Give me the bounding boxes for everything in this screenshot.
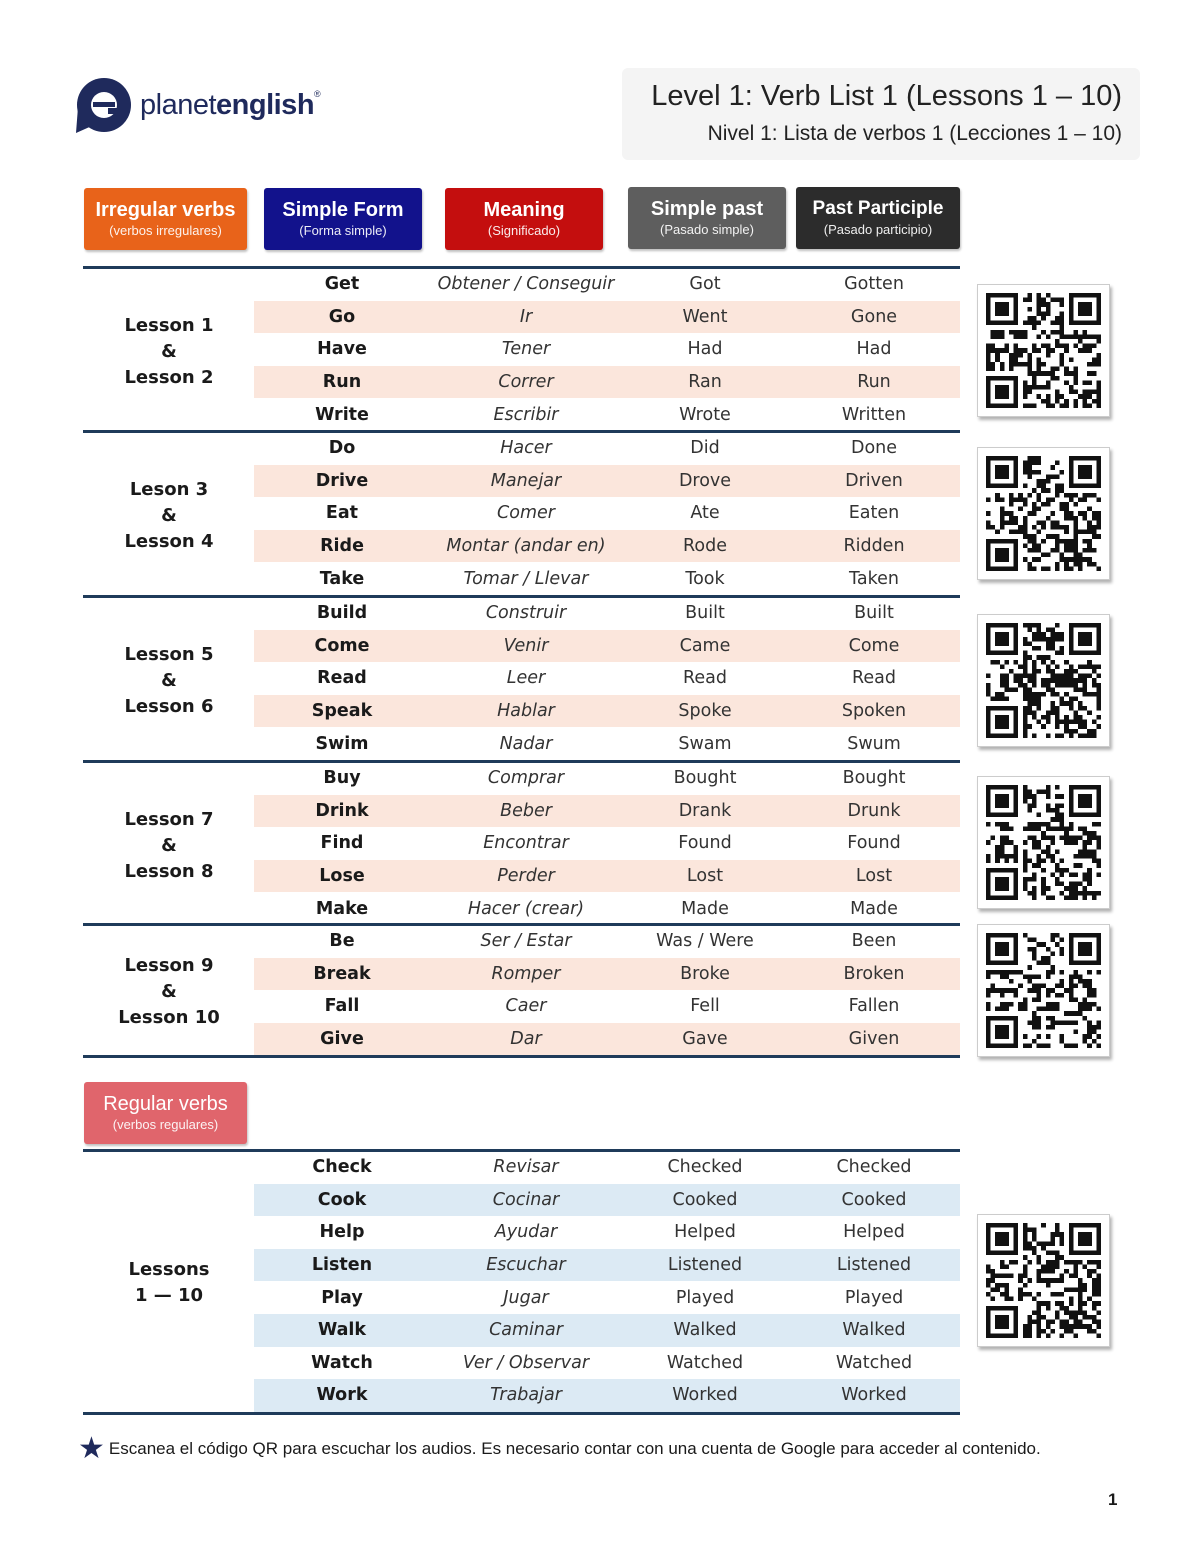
simple-form-cell: Get xyxy=(324,274,360,295)
qr-code xyxy=(977,614,1110,747)
table-row xyxy=(254,465,960,498)
simple-form-cell: Speak xyxy=(311,701,373,722)
lesson-label-line: Lesson 2 xyxy=(124,366,214,388)
simple-form-cell: Take xyxy=(319,568,365,589)
simple-past-cell: Walked xyxy=(673,1320,737,1341)
meaning-cell: Revisar xyxy=(493,1157,559,1178)
meaning-cell: Montar (andar en) xyxy=(446,536,606,557)
past-participle-cell: Bought xyxy=(842,768,906,789)
meaning-cell: Beber xyxy=(500,800,552,821)
lesson-label-line: Lesson 10 xyxy=(118,1007,220,1029)
past-participle-header: Past Participle (Pasado participio) xyxy=(796,187,960,249)
simple-form-cell: Read xyxy=(317,668,367,689)
qr-code xyxy=(977,447,1110,580)
table-row xyxy=(254,1314,960,1347)
table-row xyxy=(254,1216,960,1249)
regular-verbs-header: Regular verbs (verbos regulares) xyxy=(84,1082,247,1144)
simple-past-cell: Was / Were xyxy=(656,931,754,952)
past-participle-cell: Listened xyxy=(836,1255,912,1276)
meaning-cell: Tener xyxy=(501,339,551,360)
meaning-cell: Manejar xyxy=(490,470,562,491)
past-participle-cell: Broken xyxy=(843,963,905,984)
simple-form-cell: Work xyxy=(316,1385,368,1406)
qr-code-icon xyxy=(986,785,1101,900)
table-row xyxy=(254,597,960,630)
simple-past-cell: Listened xyxy=(667,1255,743,1276)
past-participle-cell: Worked xyxy=(841,1385,907,1406)
meaning-cell: Encontrar xyxy=(483,833,569,854)
lesson-label xyxy=(90,953,248,1031)
lesson-label-line: Lesson 9 xyxy=(124,955,214,977)
title-box xyxy=(622,68,1140,160)
logo-wordmark: planetenglish® xyxy=(140,88,321,121)
simple-form-cell: Do xyxy=(328,438,356,459)
simple-form-cell: Lose xyxy=(319,866,365,887)
simple-form-cell: Help xyxy=(319,1222,365,1243)
past-participle-cell: Been xyxy=(851,931,897,952)
table-row xyxy=(254,1023,960,1056)
table-row xyxy=(254,695,960,728)
simple-past-cell: Lost xyxy=(686,866,724,887)
simple-past-cell: Broke xyxy=(680,963,730,984)
simple-past-cell: Ran xyxy=(688,372,722,393)
past-participle-cell: Played xyxy=(844,1287,904,1308)
lesson-label xyxy=(90,807,248,885)
simple-past-cell: Found xyxy=(678,833,732,854)
lesson-label-line: 1 — 10 xyxy=(134,1285,204,1307)
table-row xyxy=(254,727,960,760)
meaning-cell: Hacer (crear) xyxy=(467,898,585,919)
simple-form-cell: Listen xyxy=(311,1255,373,1276)
meaning-cell: Comprar xyxy=(487,768,565,789)
meaning-cell: Ayudar xyxy=(494,1222,558,1243)
table-row xyxy=(254,432,960,465)
meaning-cell: Caer xyxy=(505,996,547,1017)
qr-code xyxy=(977,1214,1110,1347)
lesson-label-line: & xyxy=(161,834,177,856)
simple-past-cell: Built xyxy=(685,603,725,624)
simple-form-cell: Swim xyxy=(315,733,369,754)
past-participle-cell: Written xyxy=(841,404,907,425)
lesson-label-line: Leson 3 xyxy=(129,478,209,500)
simple-past-cell: Ate xyxy=(690,503,720,524)
meaning-cell: Hablar xyxy=(497,701,555,722)
qr-code-icon xyxy=(986,456,1101,571)
meaning-cell: Ir xyxy=(519,306,533,327)
past-participle-cell: Built xyxy=(854,603,894,624)
lesson-label-line: Lesson 7 xyxy=(124,808,214,830)
past-participle-cell: Lost xyxy=(855,866,893,887)
lesson-label-line: & xyxy=(161,669,177,691)
simple-past-cell: Drank xyxy=(678,800,732,821)
simple-past-cell: Watched xyxy=(666,1352,744,1373)
simple-form-cell: Buy xyxy=(323,768,361,789)
page-subtitle: Nivel 1: Lista de verbos 1 (Lecciones 1 – 10) xyxy=(707,122,1122,145)
table-row xyxy=(254,268,960,301)
past-participle-cell: Eaten xyxy=(848,503,900,524)
simple-form-cell: Come xyxy=(314,635,370,656)
meaning-cell: Escribir xyxy=(493,404,559,425)
table-row xyxy=(254,958,960,991)
meaning-cell: Perder xyxy=(497,866,555,887)
past-participle-cell: Come xyxy=(848,635,900,656)
simple-form-cell: Eat xyxy=(325,503,359,524)
simple-form-cell: Give xyxy=(320,1029,364,1050)
simple-past-cell: Went xyxy=(682,306,728,327)
past-participle-cell: Done xyxy=(850,438,898,459)
table-row xyxy=(254,530,960,563)
simple-past-cell: Did xyxy=(690,438,720,459)
table-row xyxy=(254,990,960,1023)
lesson-label xyxy=(90,477,248,555)
table-row xyxy=(254,630,960,663)
meaning-cell: Obtener / Conseguir xyxy=(437,274,615,295)
meaning-cell: Trabajar xyxy=(490,1385,562,1406)
past-participle-cell: Watched xyxy=(835,1352,913,1373)
simple-form-cell: Be xyxy=(329,931,355,952)
simple-form-cell: Watch xyxy=(311,1352,373,1373)
table-row xyxy=(254,925,960,958)
page-number: 1 xyxy=(1108,1490,1118,1509)
meaning-cell: Ver / Observar xyxy=(462,1352,590,1373)
planetenglish-logo xyxy=(72,74,320,136)
past-participle-cell: Gotten xyxy=(844,274,904,295)
meaning-cell: Comer xyxy=(497,503,555,524)
simple-past-cell: Worked xyxy=(672,1385,738,1406)
page-title: Level 1: Verb List 1 (Lessons 1 – 10) xyxy=(651,80,1122,112)
past-participle-cell: Swum xyxy=(847,733,901,754)
meaning-cell: Caminar xyxy=(489,1320,563,1341)
past-participle-cell: Read xyxy=(852,668,896,689)
simple-form-cell: Have xyxy=(317,339,367,360)
table-row xyxy=(254,762,960,795)
simple-form-cell: Find xyxy=(320,833,364,854)
qr-code xyxy=(977,776,1110,909)
meaning-cell: Nadar xyxy=(499,733,553,754)
simple-form-header: Simple Form (Forma simple) xyxy=(264,188,422,250)
simple-form-cell: Go xyxy=(328,306,356,327)
qr-code-icon xyxy=(986,293,1101,408)
simple-past-cell: Drove xyxy=(678,470,732,491)
past-participle-cell: Drunk xyxy=(847,800,901,821)
table-row xyxy=(254,662,960,695)
meaning-cell: Escuchar xyxy=(486,1255,566,1276)
simple-form-cell: Check xyxy=(312,1157,372,1178)
simple-form-cell: Make xyxy=(315,898,369,919)
lesson-label-line: & xyxy=(161,340,177,362)
past-participle-cell: Ridden xyxy=(843,536,905,557)
table-row xyxy=(254,1347,960,1380)
meaning-cell: Construir xyxy=(485,603,567,624)
irregular-verbs-header: Irregular verbs (verbos irregulares) xyxy=(84,188,247,250)
past-participle-cell: Fallen xyxy=(848,996,900,1017)
table-row xyxy=(254,827,960,860)
lesson-label-line: Lesson 4 xyxy=(124,530,214,552)
logo-e-icon xyxy=(72,75,132,135)
simple-form-cell: Break xyxy=(313,963,371,984)
qr-code-icon xyxy=(986,623,1101,738)
table-row xyxy=(254,892,960,925)
meaning-cell: Correr xyxy=(498,372,554,393)
qr-code-icon xyxy=(986,933,1101,1048)
past-participle-cell: Checked xyxy=(836,1157,912,1178)
qr-code xyxy=(977,924,1110,1057)
simple-form-cell: Drink xyxy=(315,800,369,821)
meaning-cell: Cocinar xyxy=(492,1189,560,1210)
simple-form-cell: Fall xyxy=(324,996,360,1017)
simple-form-cell: Build xyxy=(316,603,368,624)
table-row xyxy=(254,333,960,366)
lesson-label-line: Lesson 5 xyxy=(124,643,214,665)
table-row xyxy=(254,301,960,334)
simple-past-cell: Swam xyxy=(678,733,732,754)
past-participle-cell: Spoken xyxy=(841,701,907,722)
meaning-cell: Tomar / Llevar xyxy=(463,568,589,589)
table-divider xyxy=(83,1412,960,1415)
simple-past-cell: Came xyxy=(679,635,731,656)
table-row xyxy=(254,398,960,431)
simple-past-cell: Cooked xyxy=(672,1189,738,1210)
simple-past-cell: Gave xyxy=(682,1029,728,1050)
table-row xyxy=(254,1379,960,1412)
past-participle-cell: Cooked xyxy=(841,1189,907,1210)
simple-past-cell: Read xyxy=(683,668,727,689)
table-row xyxy=(254,860,960,893)
lesson-label-line: Lesson 8 xyxy=(124,860,214,882)
table-row xyxy=(254,795,960,828)
meaning-cell: Dar xyxy=(510,1029,542,1050)
simple-form-cell: Ride xyxy=(320,536,364,557)
table-row xyxy=(254,1151,960,1184)
lesson-label xyxy=(90,1257,248,1309)
meaning-cell: Venir xyxy=(503,635,549,656)
simple-past-header: Simple past (Pasado simple) xyxy=(628,187,786,249)
simple-past-cell: Played xyxy=(675,1287,735,1308)
qr-code-icon xyxy=(986,1223,1101,1338)
table-row xyxy=(254,1184,960,1217)
past-participle-cell: Driven xyxy=(845,470,903,491)
past-participle-cell: Found xyxy=(847,833,901,854)
simple-past-cell: Rode xyxy=(683,536,727,557)
table-row xyxy=(254,1249,960,1282)
simple-past-cell: Fell xyxy=(690,996,720,1017)
meaning-cell: Hacer xyxy=(500,438,552,459)
simple-past-cell: Made xyxy=(681,898,729,919)
past-participle-cell: Run xyxy=(857,372,891,393)
qr-code xyxy=(977,284,1110,417)
meaning-cell: Leer xyxy=(506,668,546,689)
simple-past-cell: Wrote xyxy=(679,404,731,425)
simple-form-cell: Run xyxy=(322,372,362,393)
simple-past-cell: Bought xyxy=(673,768,737,789)
meaning-cell: Jugar xyxy=(503,1287,549,1308)
table-row xyxy=(254,1281,960,1314)
lesson-label-line: Lessons xyxy=(128,1259,210,1281)
simple-past-cell: Helped xyxy=(674,1222,736,1243)
past-participle-cell: Given xyxy=(848,1029,900,1050)
simple-past-cell: Took xyxy=(685,568,725,589)
past-participle-cell: Gone xyxy=(850,306,898,327)
table-row xyxy=(254,366,960,399)
simple-form-cell: Cook xyxy=(317,1189,367,1210)
lesson-label-line: & xyxy=(161,981,177,1003)
meaning-header: Meaning (Significado) xyxy=(445,188,603,250)
meaning-cell: Romper xyxy=(491,963,561,984)
past-participle-cell: Walked xyxy=(842,1320,906,1341)
simple-past-cell: Got xyxy=(689,274,721,295)
footnote: ★ Escanea el código QR para escuchar los audios. Es necesario contar con una cuenta de Google para acceder al contenido. xyxy=(78,1432,1041,1465)
simple-form-cell: Drive xyxy=(315,470,369,491)
past-participle-cell: Helped xyxy=(843,1222,905,1243)
table-row xyxy=(254,497,960,530)
table-divider xyxy=(83,1055,960,1058)
star-icon: ★ xyxy=(78,1432,105,1465)
simple-form-cell: Write xyxy=(315,404,369,425)
past-participle-cell: Had xyxy=(856,339,892,360)
meaning-cell: Ser / Estar xyxy=(480,931,572,952)
lesson-label xyxy=(90,642,248,720)
lesson-label xyxy=(90,313,248,391)
simple-past-cell: Had xyxy=(687,339,723,360)
past-participle-cell: Made xyxy=(850,898,898,919)
simple-past-cell: Checked xyxy=(667,1157,743,1178)
simple-form-cell: Play xyxy=(321,1287,363,1308)
lesson-label-line: Lesson 1 xyxy=(124,314,214,336)
lesson-label-line: Lesson 6 xyxy=(124,695,214,717)
lesson-label-line: & xyxy=(161,504,177,526)
simple-past-cell: Spoke xyxy=(678,701,732,722)
table-row xyxy=(254,562,960,595)
past-participle-cell: Taken xyxy=(849,568,899,589)
simple-form-cell: Walk xyxy=(317,1320,367,1341)
